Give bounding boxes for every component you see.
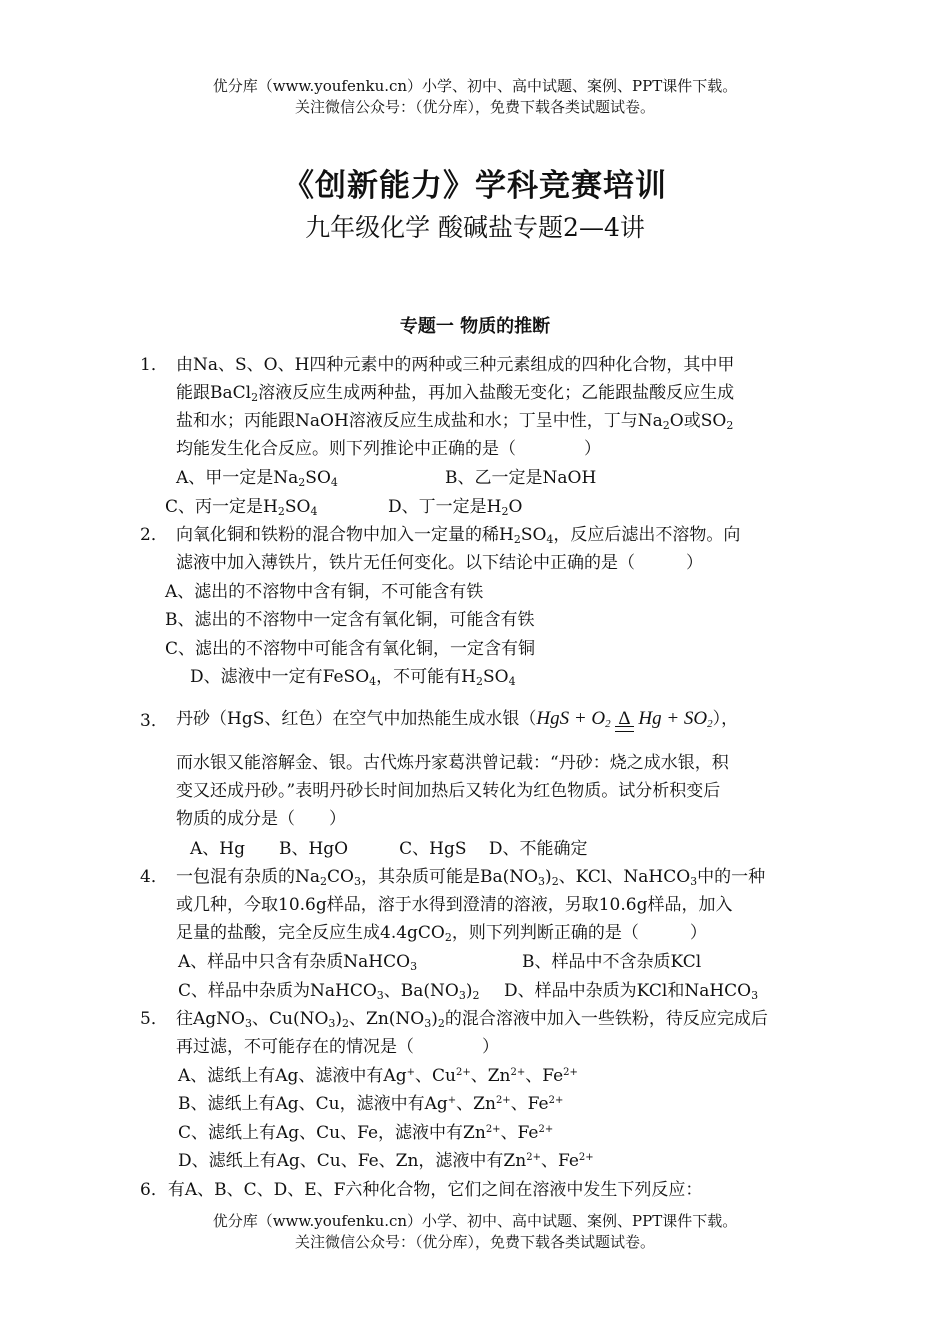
question-text: 往AgNO$_3$、$Cu(NO_3)_2$、$Zn(NO_3)_2$的混合溶液中加入一些铁粉，待反应完成后 <box>176 1009 768 1030</box>
question-text: 盐和水；丙能跟NaOH溶液反应生成盐和水；丁呈中性，丁与$Na_2O$或$SO_2$ <box>176 411 734 432</box>
option-b: B、滤纸上有Ag、Cu，滤液中有Ag+、$Zn^{2+}$、$Fe^{2+}$ <box>178 1094 564 1114</box>
question-text: 滤液中加入薄铁片，铁片无任何变化。以下结论中正确的是（ ） <box>176 553 703 573</box>
option-d: D、滤液中一定有FeSO$_4$，不可能有$H_2SO_4$ <box>190 667 516 688</box>
footer-line-2: 关注微信公众号：（优分库），免费下载各类试题试卷。 <box>294 1233 655 1251</box>
question-text: 一包混有杂质的$Na_2CO_3$，其杂质可能是$Ba(NO_3)_2$、KCl、NaHCO$_3$中的一种 <box>176 867 766 888</box>
page-footer <box>0 1211 950 1253</box>
option-d: D、丁一定是$H_2O$ <box>388 497 523 518</box>
question-6: 6．有A、B、C、D、E、F六种化合物，它们之间在溶液中发生下列反应： <box>140 1180 703 1200</box>
option-b: B、样品中不含杂质KCl <box>522 952 702 972</box>
question-text: 向氧化铜和铁粉的混合物中加入一定量的稀$H_2SO_4$，反应后滤出不溶物。向 <box>176 525 741 546</box>
option-c: C、滤出的不溶物中可能含有氧化铜，一定含有铜 <box>165 639 536 659</box>
options: A、Hg B、HgO C、HgS D、不能确定 <box>190 839 588 859</box>
question-number: 4． <box>140 867 168 887</box>
option-a: A、甲一定是$Na_2SO_4$ <box>176 468 338 489</box>
question-text: 由Na、S、O、H四种元素中的两种或三种元素组成的四种化合物，其中甲 <box>176 355 735 375</box>
question-number: 5． <box>140 1009 168 1029</box>
header-line-2: 关注微信公众号：（优分库），免费下载各类试题试卷。 <box>294 98 655 116</box>
option-a: A、样品中只含有杂质NaHCO$_3$ <box>178 952 418 973</box>
question-text: 再过滤，不可能存在的情况是（ ） <box>176 1037 499 1057</box>
option-c: C、丙一定是$H_2SO_4$ <box>165 497 318 518</box>
option-c: C、样品中杂质为NaHCO$_3$、$Ba(NO_3)_2$ <box>178 981 480 1002</box>
document-title: 《创新能力》学科竞赛培训 <box>283 168 667 204</box>
question-number: 2． <box>140 525 168 545</box>
option-a: A、滤出的不溶物中含有铜，不可能含有铁 <box>165 582 484 602</box>
document-subtitle: 九年级化学 酸碱盐专题2—4讲 <box>305 213 645 242</box>
header-line-1: 优分库（www.youfenku.cn）小学、初中、高中试题、案例、PPT课件下载。 <box>212 77 738 95</box>
chemical-equation: HgS + $O_2$ Δ $Hg + SO_2$ <box>536 708 713 730</box>
question-text: 变又还成丹砂。”表明丹砂长时间加热后又转化为红色物质。试分析积变后 <box>176 781 721 801</box>
option-d: D、滤纸上有Ag、Cu、Fe、Zn，滤液中有$Zn^{2+}$、$Fe^{2+}$ <box>178 1151 594 1171</box>
question-number: 3． <box>140 711 168 731</box>
option-a: A、滤纸上有Ag、滤液中有Ag+、$Cu^{2+}$、$Zn^{2+}$、$Fe^{2+}$ <box>178 1066 578 1086</box>
option-c: C、滤纸上有Ag、Cu、Fe，滤液中有$Zn^{2+}$、$Fe^{2+}$ <box>178 1123 554 1143</box>
page-header <box>0 76 950 118</box>
question-text: 物质的成分是（ ） <box>176 809 346 829</box>
question-text: 丹砂（HgS、红色）在空气中加热能生成水银（$HgS + O_2$ Δ $Hg + SO_2$）， <box>176 708 739 730</box>
question-number: 1． <box>140 355 168 375</box>
option-b: B、滤出的不溶物中一定含有氧化铜，可能含有铁 <box>165 610 535 630</box>
question-text: 足量的盐酸，完全反应生成4.4gCO$_2$，则下列判断正确的是（ ） <box>176 923 707 944</box>
footer-line-1: 优分库（www.youfenku.cn）小学、初中、高中试题、案例、PPT课件下载。 <box>212 1212 738 1230</box>
question-text: 或几种，今取10.6g样品，溶于水得到澄清的溶液，另取10.6g样品，加入 <box>176 895 733 915</box>
option-b: B、乙一定是NaOH <box>445 468 597 488</box>
question-text: 而水银又能溶解金、银。古代炼丹家葛洪曾记载：“丹砂：烧之成水银，积 <box>176 753 729 773</box>
question-text: 均能发生化合反应。则下列推论中正确的是（ ） <box>176 439 601 459</box>
section-title: 专题一 物质的推断 <box>399 316 551 337</box>
question-text: 能跟BaCl$_2$溶液反应生成两种盐，再加入盐酸无变化；乙能跟盐酸反应生成 <box>176 383 735 404</box>
option-d: D、样品中杂质为KCl和NaHCO$_3$ <box>504 981 759 1002</box>
